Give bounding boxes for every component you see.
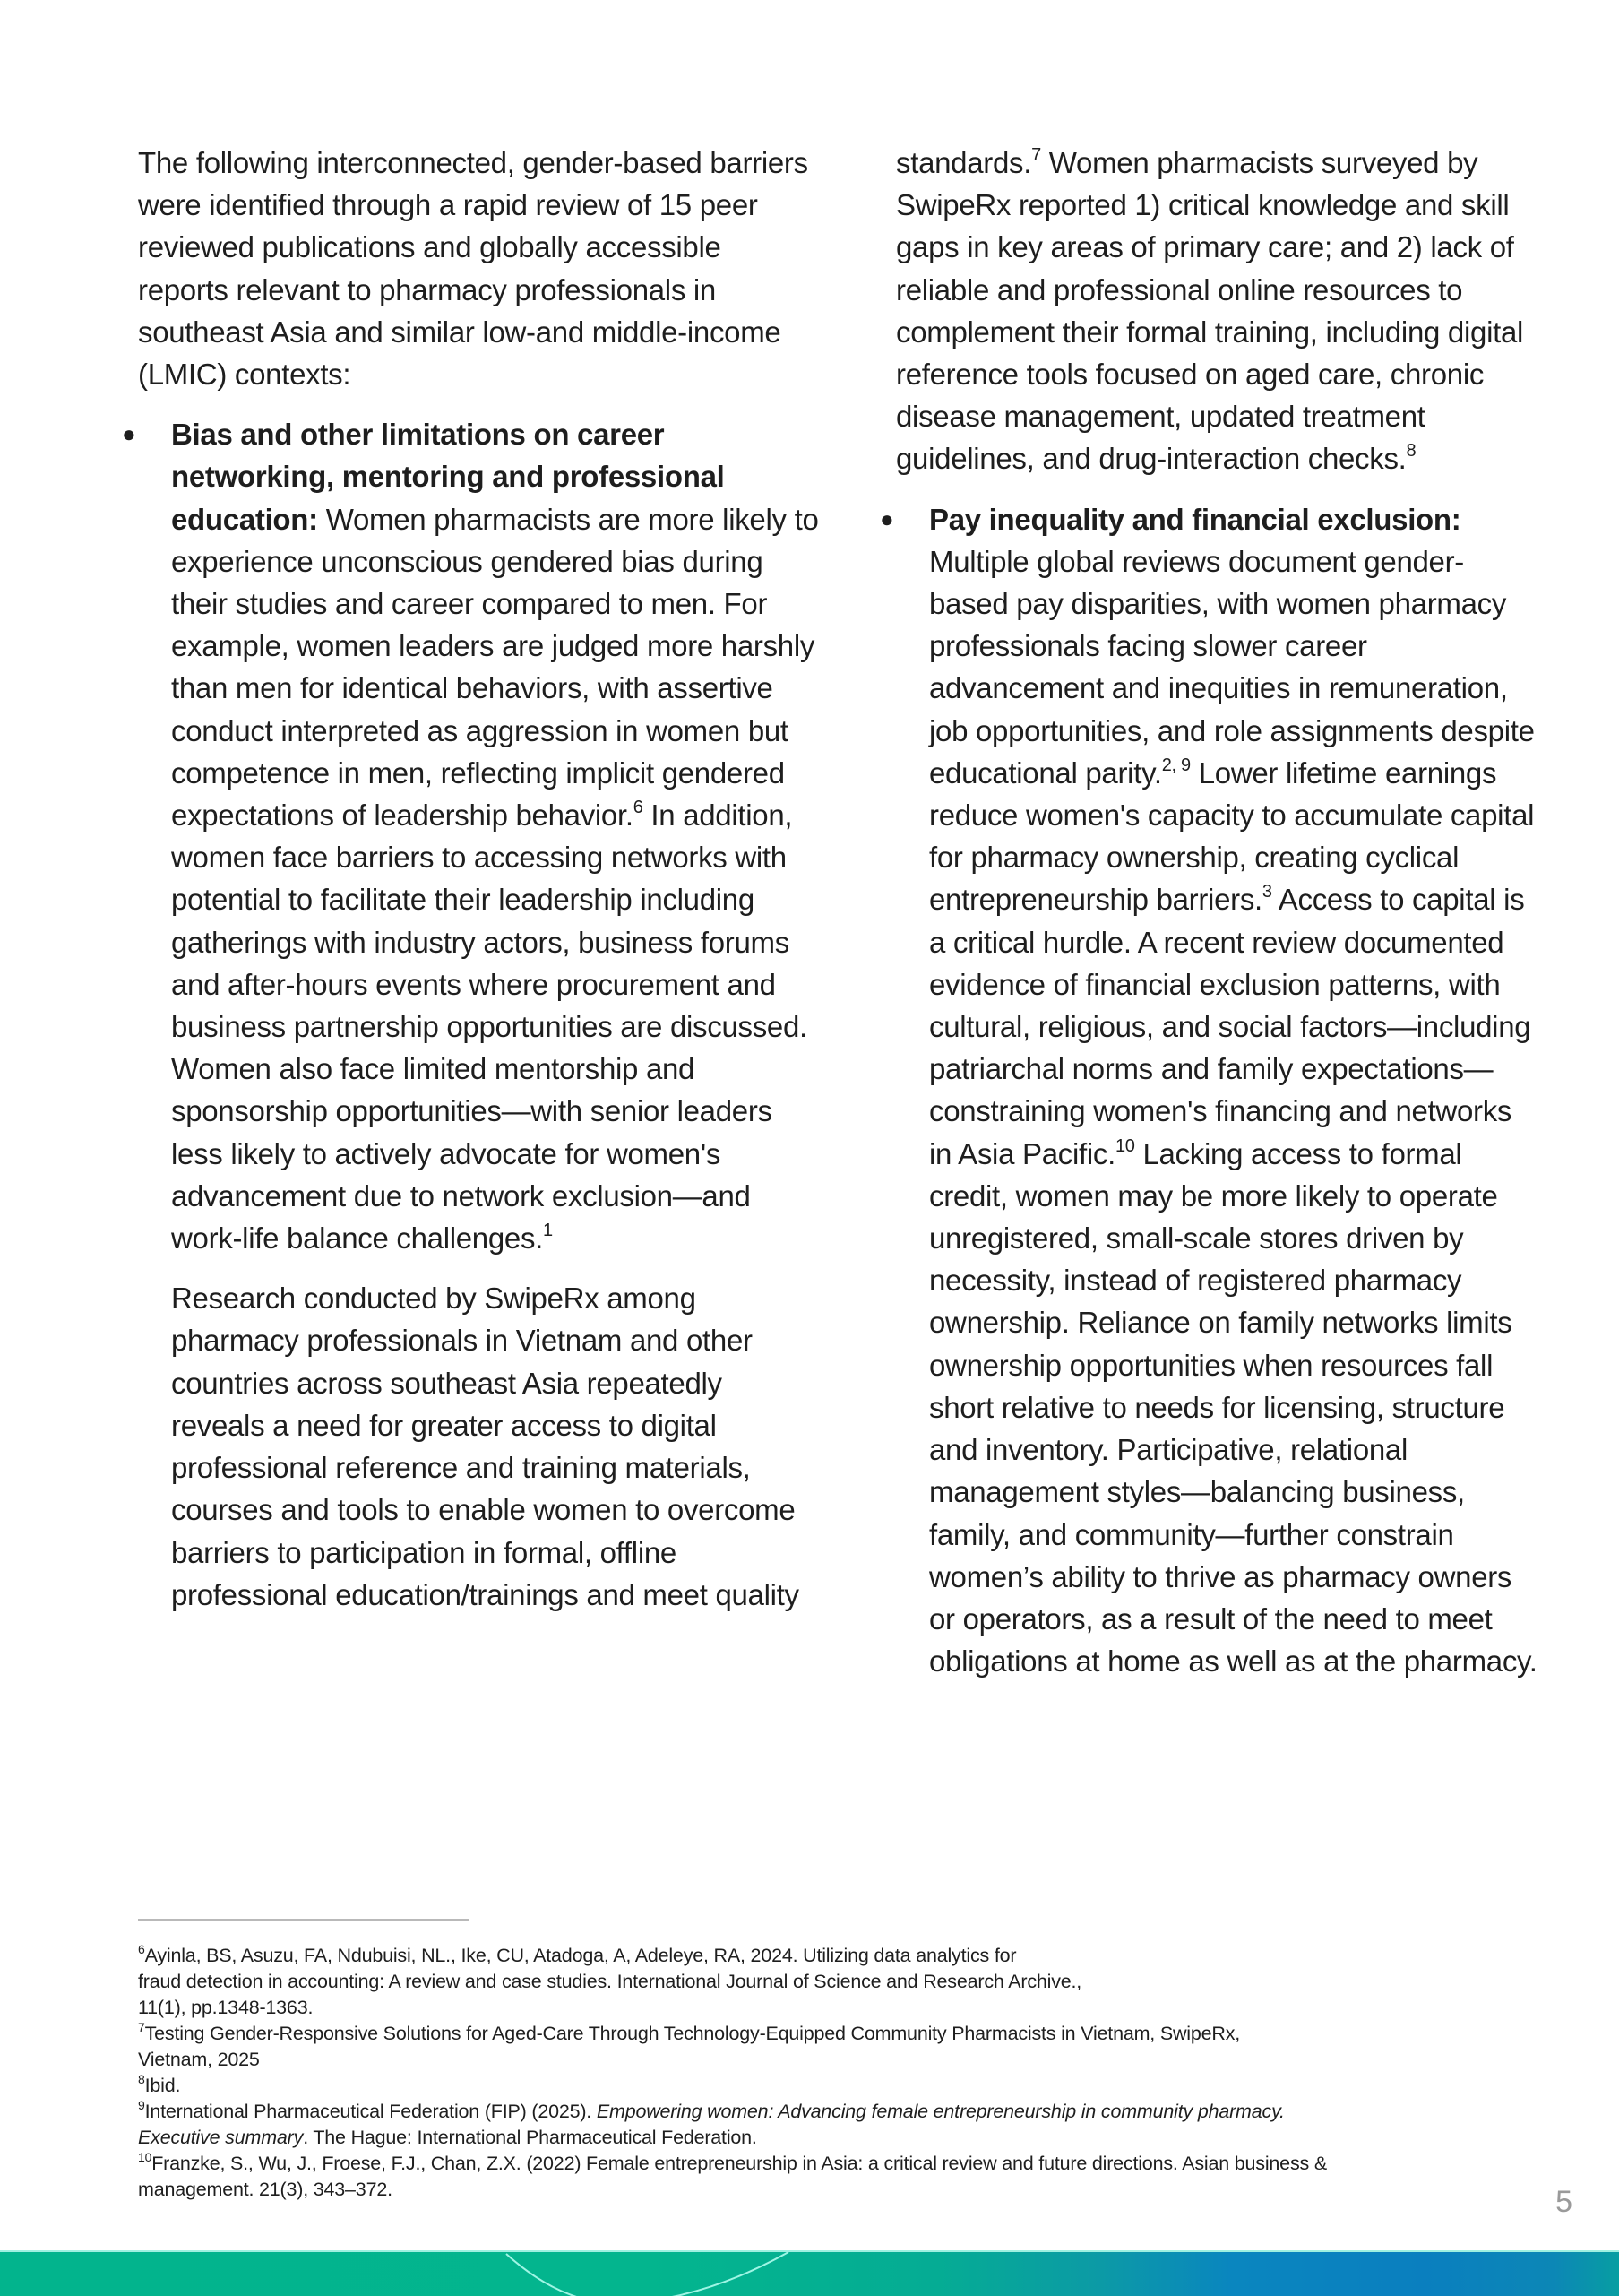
footnote-number: 8 — [138, 2072, 145, 2086]
footnote-ref[interactable]: 10 — [1115, 1135, 1135, 1156]
intro-paragraph: The following interconnected, gender-based barriers were identified through a rapid review of 15 peer reviewed publications and globally accessible reports relevant to pharmacy professionals in southeast Asia and similar low-and middle-income (LMIC) contexts: — [138, 146, 808, 392]
footnote-text: fraud detection in accounting: A review and case studies. International Journal of Science and Research Archive., — [138, 1971, 1082, 1992]
paragraph-text: standards. — [896, 146, 1032, 179]
bullet-pay-inequality — [880, 498, 1541, 1683]
footnote-text: . The Hague: International Pharmaceutical Federation. — [303, 2127, 757, 2148]
footnote-number: 6 — [138, 1942, 145, 1956]
footnote-text: International Pharmaceutical Federation (FIP) (2025). — [144, 2101, 597, 2122]
footnote-text: Ibid. — [144, 2075, 181, 2096]
footnote-8 — [138, 2073, 1536, 2099]
bullet-heading: Pay inequality and financial exclusion: — [929, 502, 1461, 536]
footnote-number: 9 — [138, 2098, 145, 2112]
footnote-text: Franzke, S., Wu, J., Froese, F.J., Chan, Z.X. (2022) Female entrepreneurship in Asia: a critical review and future directions. Asian business & — [151, 2153, 1327, 2174]
footnote-text: Testing Gender-Responsive Solutions for Aged-Care Through Technology-Equipped Community Pharmacists in Vietnam, SwipeRx, — [144, 2023, 1241, 2044]
footnote-number: 7 — [138, 2020, 145, 2034]
footnote-text: Ayinla, BS, Asuzu, FA, Ndubuisi, NL., Ike, CU, Atadoga, A, Adeleye, RA, 2024. Utilizing data analytics for — [144, 1945, 1017, 1966]
continuation-paragraph — [896, 142, 1541, 480]
footnote-ref[interactable]: 3 — [1262, 882, 1272, 902]
bullet-text: Access to capital is a critical hurdle. A recent review documented evidence of financial exclusion patterns, with cultural, religious, and social factors—including patriarchal norms and family expectations—constraining women's financing and networks in Asia Pacific. — [929, 883, 1531, 1170]
bullet-heading: Bias and other limitations on career networking, mentoring and professional education: — [171, 418, 725, 536]
footnote-number: 10 — [138, 2150, 152, 2164]
footnote-text: Vietnam, 2025 — [138, 2049, 260, 2070]
footnote-9 — [138, 2099, 1536, 2151]
bullet-text: Women pharmacists are more likely to experience unconscious gendered bias during their studies and career compared to men. For example, women leaders are judged more harshly than men for identical behaviors, with assertive conduct interpreted as aggression in women but competence in men, reflecting implicit gendered expectations of leadership behavior. — [171, 502, 819, 833]
page-number: 5 — [1555, 2185, 1572, 2219]
footnote-ref[interactable]: 7 — [1031, 145, 1041, 165]
paragraph-text: Women pharmacists surveyed by SwipeRx reported 1) critical knowledge and skill gaps in key areas of primary care; and 2) lack of reliable and professional online resources to complement their formal training, including digital reference tools focused on aged care, chronic disease management, updated treatment guidelines, and drug-interaction checks. — [896, 146, 1524, 476]
footnote-ref[interactable]: 2, 9 — [1161, 755, 1191, 775]
right-column — [880, 142, 1541, 1682]
footnote-ref[interactable]: 8 — [1406, 441, 1417, 462]
swiperx-research-paragraph: Research conducted by SwipeRx among pharmacy professionals in Vietnam and other countries across southeast Asia repeatedly reveals a need for greater access to digital professional reference and training materials, courses and tools to enable women to overcome barriers to participation in formal, offline professional education/trainings and meet quality — [171, 1282, 799, 1611]
footnote-10 — [138, 2151, 1536, 2203]
bullet-text: Lacking access to formal credit, women may be more likely to operate unregistered, small-scale stores driven by necessity, instead of registered pharmacy ownership. Reliance on family networks limits ownership opportunities when resources fall short relative to needs for licensing, structure and inventory. Participative, relational management styles—balancing business, family, and community—further constrain women’s ability to thrive as pharmacy owners or operators, as a result of the need to meet obligations at home as well as at the pharmacy. — [929, 1136, 1537, 1679]
bullet-marker: ● — [122, 420, 136, 448]
footnote-ref[interactable]: 1 — [543, 1221, 553, 1241]
footnote-6 — [138, 1943, 1536, 2021]
footnote-title: Executive summary — [138, 2127, 304, 2148]
footnotes — [138, 1943, 1536, 2203]
decorative-arc-icon — [0, 2252, 1619, 2296]
footnote-title: Empowering women: Advancing female entrepreneurship in community pharmacy. — [596, 2101, 1285, 2122]
footer-band — [0, 2250, 1619, 2296]
footnote-ref[interactable]: 6 — [633, 798, 643, 818]
footnote-7 — [138, 2021, 1536, 2073]
bullet-text: Multiple global reviews document gender-based pay disparities, with women pharmacy professionals facing slower career advancement and inequities in remuneration, job opportunities, and role assignments despite educational parity. — [929, 544, 1535, 790]
left-column — [122, 142, 819, 1616]
footnote-divider — [138, 1919, 469, 1921]
bullet-career-networking — [122, 413, 819, 1259]
bullet-text: Lower lifetime earnings reduce women's capacity to accumulate capital for pharmacy ownership, creating cyclical entrepreneurship barriers. — [929, 755, 1535, 917]
footnote-text: 11(1), pp.1348-1363. — [138, 1997, 314, 2018]
bullet-text: In addition, women face barriers to accessing networks with potential to facilitate their leadership including gatherings with industry actors, business forums and after-hours events where procurement and business partnership opportunities are discussed. Women also face limited mentorship and sponsorship opportunities—with senior leaders less likely to actively advocate for women's advancement due to network exclusion—and work-life balance challenges. — [171, 798, 807, 1256]
footnote-text: management. 21(3), 343–372. — [138, 2179, 392, 2200]
bullet-marker: ● — [880, 505, 894, 532]
